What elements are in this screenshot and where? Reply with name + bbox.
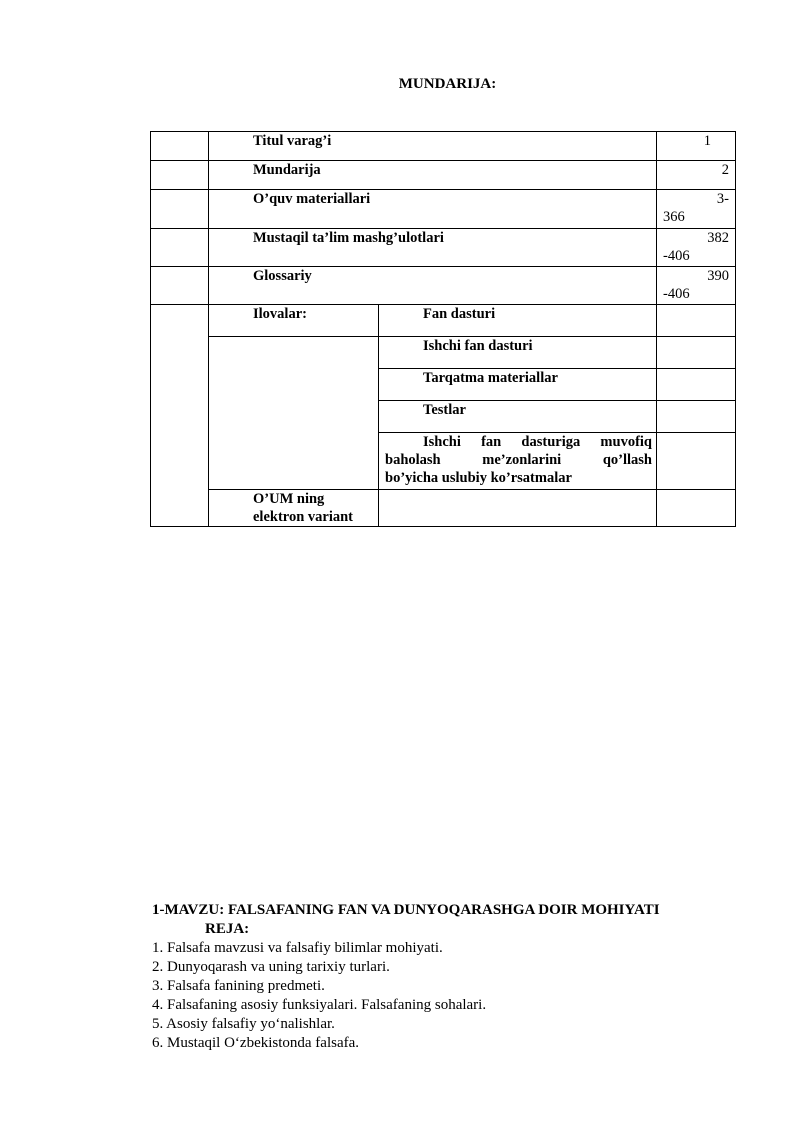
- table-row: [151, 161, 736, 190]
- toc-entry-page: 1: [657, 132, 736, 161]
- list-item: 5. Asosiy falsafiy yo‘nalishlar.: [152, 1016, 335, 1032]
- toc-entry-page: 2: [657, 161, 736, 190]
- table-row: [151, 132, 736, 161]
- appendix-item: Ishchi fan dasturiga muvofiq baholash me’zonlarini qo’llash bo’yicha uslubiy ko’rsatmalar: [379, 433, 657, 490]
- document-title: MUNDARIJA:: [398, 76, 497, 92]
- plan-heading: REJA:: [205, 921, 250, 937]
- list-item: 3. Falsafa fanining predmeti.: [152, 978, 325, 994]
- table-of-contents: [150, 131, 736, 527]
- toc-entry-page: 382 -406: [657, 229, 736, 267]
- toc-entry-label: Mundarija: [209, 161, 657, 190]
- list-item: 2. Dunyoqarash va uning tarixiy turlari.: [152, 959, 390, 975]
- table-row: [151, 490, 736, 527]
- table-row: [151, 305, 736, 337]
- topic-heading: 1-MAVZU: FALSAFANING FAN VA DUNYOQARASHGA DOIR MOHIYATI: [152, 902, 660, 918]
- toc-entry-page: 3- 366: [657, 190, 736, 229]
- toc-entry-label: Mustaqil ta’lim mashg’ulotlari: [209, 229, 657, 267]
- list-item: 6. Mustaqil O‘zbekistonda falsafa.: [152, 1035, 360, 1051]
- appendix-item: Ishchi fan dasturi: [379, 337, 657, 369]
- toc-entry-label: Glossariy: [209, 267, 657, 305]
- appendix-item: Fan dasturi: [379, 305, 657, 337]
- table-row: [151, 267, 736, 305]
- table-row: [151, 229, 736, 267]
- appendix-item: Testlar: [379, 401, 657, 433]
- toc-entry-page: 390 -406: [657, 267, 736, 305]
- list-item: 4. Falsafaning asosiy funksiyalari. Falsafaning sohalari.: [152, 997, 487, 1013]
- topic-section: [152, 901, 752, 1053]
- appendix-item: Tarqatma materiallar: [379, 369, 657, 401]
- list-item: 1. Falsafa mavzusi va falsafiy bilimlar mohiyati.: [152, 940, 443, 956]
- appendix-label: Ilovalar:: [209, 305, 379, 337]
- oum-label: O’UM ning elektron variant: [209, 490, 379, 527]
- toc-entry-label: Titul varag’i: [209, 132, 657, 161]
- table-row: [151, 190, 736, 229]
- toc-entry-label: O’quv materiallari: [209, 190, 657, 229]
- table-row: [151, 337, 736, 369]
